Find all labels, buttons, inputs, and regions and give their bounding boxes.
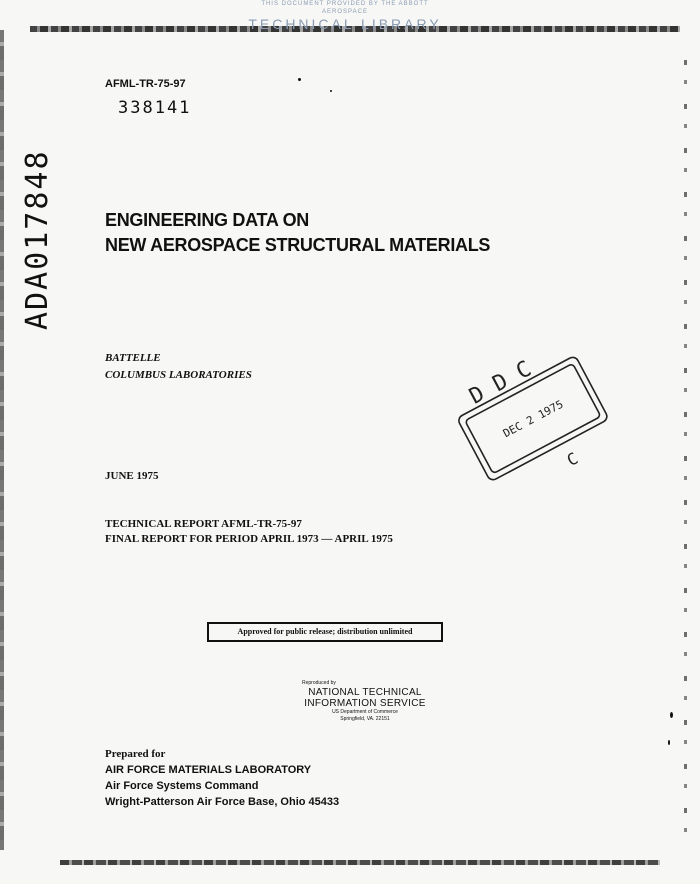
ntis-stamp [300, 680, 430, 723]
library-banner [240, 0, 450, 32]
accession-number: 338141 [118, 98, 192, 118]
prepared-line-1: AIR FORCE MATERIALS LABORATORY [105, 764, 312, 776]
distribution-statement: Approved for public release; distribution unlimited [207, 622, 443, 642]
ntis-line-2: INFORMATION SERVICE [304, 698, 426, 709]
ddc-stamp [448, 345, 608, 495]
prepared-label: Prepared for [105, 748, 166, 760]
scan-speck [298, 78, 301, 81]
report-type-line: TECHNICAL REPORT AFML-TR-75-97 [105, 518, 302, 530]
prepared-line-2: Air Force Systems Command [105, 780, 259, 792]
report-number: AFML-TR-75-97 [105, 78, 186, 90]
stamp-date: DEC 2 1975 [500, 397, 566, 441]
ntis-city: Springfield, VA. 22151 [340, 716, 390, 722]
scan-speck [668, 740, 670, 745]
ntis-reproduced: Reproduced by [302, 680, 336, 686]
scan-speck [670, 712, 673, 718]
prepared-for-block [105, 746, 339, 810]
report-date: JUNE 1975 [105, 470, 159, 482]
ntis-line-1: NATIONAL TECHNICAL [308, 687, 422, 698]
stamp-letters: D D C [465, 356, 536, 410]
title-line-2: NEW AEROSPACE STRUCTURAL MATERIALS [105, 235, 491, 255]
library-banner-small: THIS DOCUMENT PROVIDED BY THE ABBOTT AEROSPACE [261, 1, 429, 15]
organization-line-1: BATTELLE [105, 352, 161, 364]
scan-edge-left [0, 30, 4, 850]
report-details [105, 517, 393, 547]
ntis-department: US Department of Commerce [332, 709, 398, 715]
scan-speck [330, 90, 332, 92]
prepared-line-3: Wright-Patterson Air Force Base, Ohio 45433 [105, 796, 340, 808]
title-line-1: ENGINEERING DATA ON [105, 210, 309, 230]
stamp-bottom-letter: C [563, 448, 582, 470]
scan-edge-bottom [60, 860, 660, 865]
document-title [105, 208, 490, 258]
organization [105, 350, 252, 384]
organization-line-2: COLUMBUS LABORATORIES [105, 369, 252, 381]
library-banner-title: TECHNICAL LIBRARY [248, 16, 442, 32]
report-period-line: FINAL REPORT FOR PERIOD APRIL 1973 — APRIL 1975 [105, 533, 393, 545]
vertical-document-id: ADA017848 [20, 149, 55, 330]
scan-edge-right [684, 60, 687, 840]
